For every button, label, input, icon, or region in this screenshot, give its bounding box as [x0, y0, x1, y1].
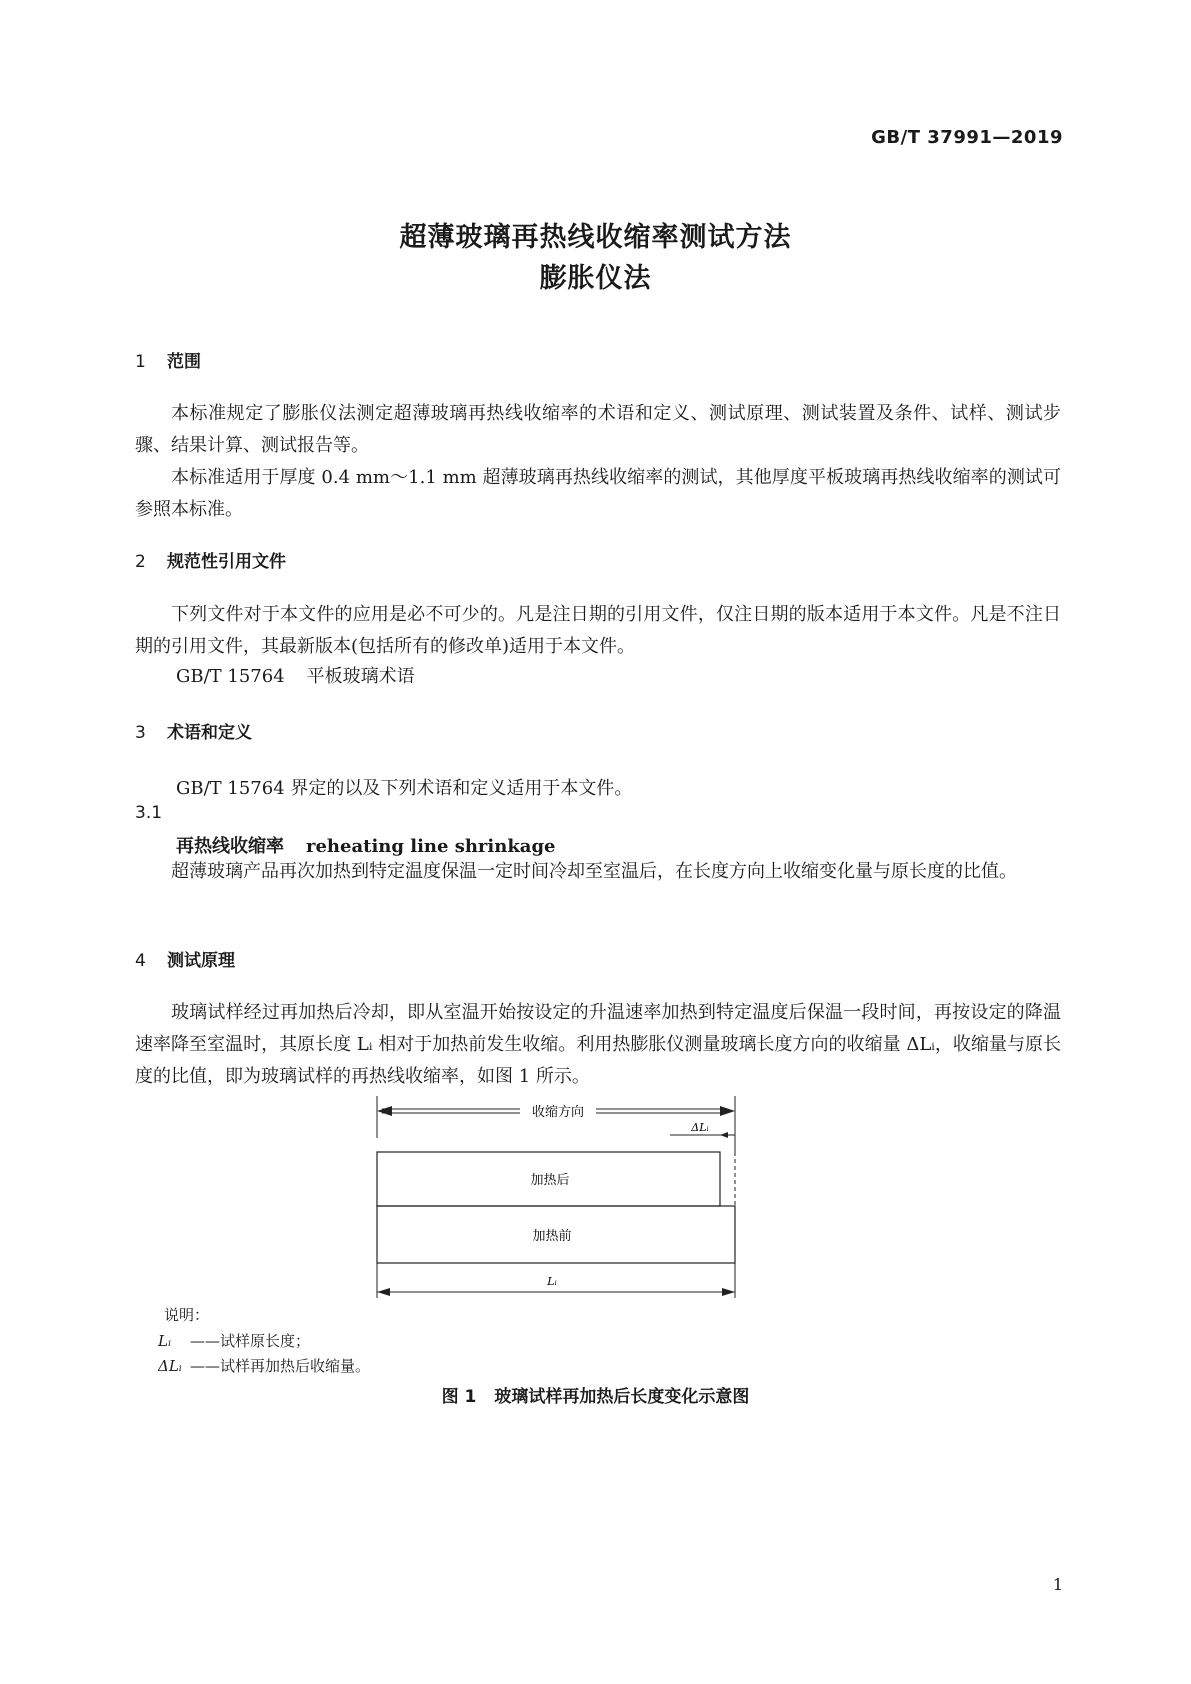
section-2-heading	[135, 547, 286, 572]
term-name-en: reheating line shrinkage	[306, 836, 556, 857]
figure-caption	[0, 1382, 1191, 1407]
term-definition-block	[135, 856, 1061, 888]
section-title: 术语和定义	[167, 723, 252, 743]
legend-symbol: Lᵢ	[158, 1332, 171, 1350]
section-title: 范围	[167, 352, 201, 372]
section-3-heading	[135, 718, 252, 743]
legend-item	[158, 1330, 310, 1351]
term-definition: 超薄玻璃产品再次加热到特定温度保温一定时间冷却至室温后，在长度方向上收缩变化量与原长度的比值。	[171, 861, 1017, 882]
arrowhead-right	[722, 1288, 735, 1296]
paragraph: 本标准规定了膨胀仪法测定超薄玻璃再热线收缩率的术语和定义、测试原理、测试装置及条件、试样、测试步骤、结果计算、测试报告等。	[135, 403, 1061, 456]
legend-symbol: ΔLᵢ	[158, 1357, 182, 1375]
legend-desc: ——试样原长度；	[190, 1332, 311, 1350]
paragraph: 玻璃试样经过再加热后冷却，即从室温开始按设定的升温速率加热到特定温度后保温一段时间，再按设定的降温速率降至室温时，其原长度 Lᵢ 相对于加热前发生收缩。利用热膨胀仪测量玻璃长度方向的收缩量 ΔLᵢ，收缩量与原长度的比值，即为玻璃试样的再热线收缩率，如图 1 所示。	[135, 1002, 1061, 1087]
arrowhead-left	[377, 1288, 390, 1296]
figure-number: 图 1	[441, 1387, 477, 1407]
legend-title: 说明：	[164, 1306, 210, 1324]
reference-code: GB/T 15764	[176, 666, 285, 687]
paragraph: 下列文件对于本文件的应用是必不可少的。凡是注日期的引用文件，仅注日期的版本适用于本文件。凡是不注日期的引用文件，其最新版本(包括所有的修改单)适用于本文件。	[135, 604, 1061, 657]
term-number: 3.1	[135, 803, 163, 823]
after-heating-label: 加热后	[530, 1173, 570, 1188]
delta-length-label: ΔLᵢ	[691, 1121, 709, 1134]
figure-caption-text: 玻璃试样再加热后长度变化示意图	[494, 1387, 750, 1407]
delta-arrowhead	[720, 1132, 728, 1138]
section-4-heading	[135, 946, 235, 971]
page-number: 1	[1052, 1575, 1063, 1594]
original-length-label: Lᵢ	[547, 1275, 557, 1288]
section-4-body	[135, 997, 1061, 1093]
standard-code: GB/T 37991—2019	[871, 127, 1063, 148]
section-title: 测试原理	[167, 951, 235, 971]
section-3-intro: GB/T 15764 界定的以及下列术语和定义适用于本文件。	[176, 778, 633, 799]
document-title: 超薄玻璃再热线收缩率测试方法	[399, 222, 792, 253]
legend-desc: ——试样再加热后收缩量。	[190, 1357, 371, 1375]
before-heating-label: 加热前	[532, 1229, 572, 1244]
section-1-body	[135, 398, 1061, 526]
section-1-heading	[135, 347, 201, 372]
section-number: 1	[135, 352, 146, 372]
paragraph: 本标准适用于厚度 0.4 mm～1.1 mm 超薄玻璃再热线收缩率的测试，其他厚度平板玻璃再热线收缩率的测试可参照本标准。	[135, 467, 1061, 520]
term-name-cn: 再热线收缩率	[176, 836, 284, 857]
reference-title: 平板玻璃术语	[306, 666, 415, 687]
section-title: 规范性引用文件	[167, 552, 286, 572]
document-subtitle: 膨胀仪法	[539, 263, 652, 294]
section-number: 4	[135, 951, 146, 971]
section-number: 2	[135, 552, 146, 572]
figure-1-diagram	[370, 1096, 750, 1306]
normative-reference	[176, 662, 415, 688]
term-entry	[176, 832, 556, 858]
legend-item	[158, 1355, 370, 1376]
section-2-body	[135, 599, 1061, 663]
section-number: 3	[135, 723, 146, 743]
shrink-direction-label: 收缩方向	[531, 1105, 585, 1120]
